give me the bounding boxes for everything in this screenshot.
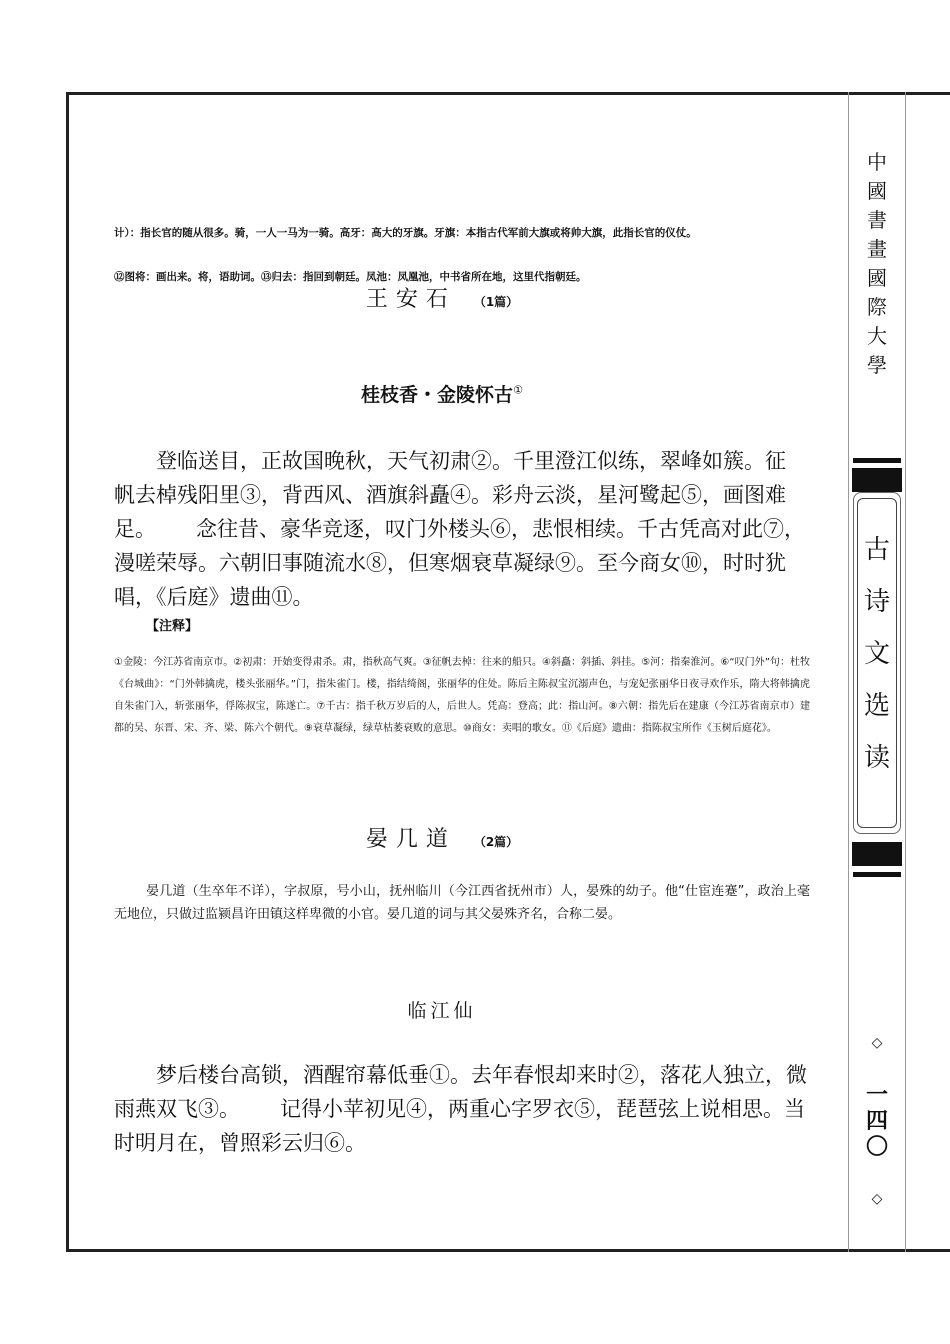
poem-line-text: 足。 [114, 517, 156, 541]
book-title-panel [849, 458, 905, 998]
notes-body: ①金陵：今江苏省南京市。②初肃：开始变得肃杀。肃，指秋高气爽。③征帆去棹：往来的船只。④斜矗：斜插、斜挂。⑤河：指秦淮河。⑥“叹门外”句：杜牧《台城曲》：“门外韩擒虎，楼头张丽华。”门，指朱雀门。楼，指结绮阁，张丽华的住处。陈后主陈叔宝沉溺声色，与宠妃张丽华日夜寻欢作乐，隋大将韩擒虎自朱雀门入，斩张丽华，俘陈叔宝，陈遂亡。⑦千古：指千秋万岁后的人，后世人。凭高：登高；此：指山河。⑧六朝：指先后在建康（今江苏省南京市）建都的吴、东晋、宋、齐、梁、陈六个朝代。⑨衰草凝绿，绿草枯萎衰败的意思。⑩商女：卖唱的歌女。⑪《后庭》遗曲：指陈叔宝所作《玉树后庭花》。 [114, 657, 810, 734]
diamond-icon: ◇ [871, 1035, 883, 1051]
poem-line: 漫嗟荣辱。六朝旧事随流水⑧，但寒烟衰草凝绿⑨。至今商女⑩，时时犹 [114, 551, 786, 575]
author-poem-count: （2篇） [473, 835, 519, 849]
decorative-bar [853, 458, 901, 463]
poem-line-text: 登临送目，正故国晚秋，天气初肃②。千里澄江似练，翠峰如簇。征 [156, 449, 786, 473]
diamond-icon: ◇ [871, 1191, 883, 1207]
author-name: 王安石 [365, 287, 456, 312]
author-bio-text: 晏几道（生卒年不详），字叔原，号小山，抚州临川（今江西省抚州市）人，晏殊的幼子。他“仕宦连蹇”，政治上毫无地位，只做过监颍昌许田镇这样卑微的小官。晏几道的词与其父晏殊齐名，合称二晏。 [114, 884, 810, 922]
notes-label: 【注释】 [146, 619, 199, 634]
previous-note-line: 计）：指长官的随从很多。骑，一人一马为一骑。高牙：高大的牙旗。牙旗：本指古代军前大旗或将帅大旗，此指长官的仪仗。 [114, 227, 697, 239]
previous-note-line: ⑫图将：画出来。将，语助词。⑬归去：指回到朝廷。凤池：凤凰池，中书省所在地，这里代指朝廷。 [114, 271, 587, 283]
poem-title [66, 380, 818, 407]
decorative-cap-bottom [852, 842, 902, 866]
decorative-bar [853, 872, 901, 877]
poem-line: 唱，《后庭》遗曲⑪。 [114, 585, 314, 609]
poem-line: 帆去棹残阳里③，背西风、酒旗斜矗④。彩舟云淡，星河鹭起⑤，画图难 [114, 483, 786, 507]
poem-line-text: 念往昔、豪华竞逐，叹门外楼头⑥，悲恨相续。千古凭高对此⑦， [196, 517, 805, 541]
author-heading-yan-jidao [66, 822, 818, 853]
poem-line [114, 1092, 818, 1126]
page-number-block [849, 1004, 905, 1238]
poem-line-text: 记得小苹初见④，两重心字罗衣⑤，琵琶弦上说相思。当 [280, 1097, 805, 1121]
book-title: 古 诗 文 选 读 [863, 535, 890, 773]
decorative-cap-top [852, 468, 902, 492]
poem-title-text: 临江仙 [407, 1000, 477, 1022]
right-sidebar [848, 92, 906, 1252]
poem-line: 时明月在，曾照彩云归⑥。 [114, 1131, 366, 1155]
poem-title-note-marker: ① [513, 383, 523, 397]
page-number: 一 四 〇 [865, 1082, 888, 1160]
author-poem-count: （1篇） [473, 295, 519, 309]
poem-line [114, 444, 818, 478]
poem-line-text: 雨燕双飞③。 [114, 1097, 240, 1121]
poem-body [114, 1058, 818, 1160]
poem-line-text: 梦后楼台高锁，酒醒帘幕低垂①。去年春恨却来时②，落花人独立，微 [156, 1063, 807, 1087]
poem-title-text: 桂枝香・金陵怀古 [361, 384, 514, 406]
poem-body [114, 444, 818, 614]
author-bio [114, 880, 810, 926]
poem-title [66, 996, 818, 1023]
university-name: 中 國 書 畫 國 際 大 學 [867, 150, 887, 377]
poem-line [114, 512, 818, 546]
author-heading-wang-anshi [66, 282, 818, 313]
poem-line [114, 1058, 818, 1092]
author-name: 晏几道 [365, 827, 456, 852]
